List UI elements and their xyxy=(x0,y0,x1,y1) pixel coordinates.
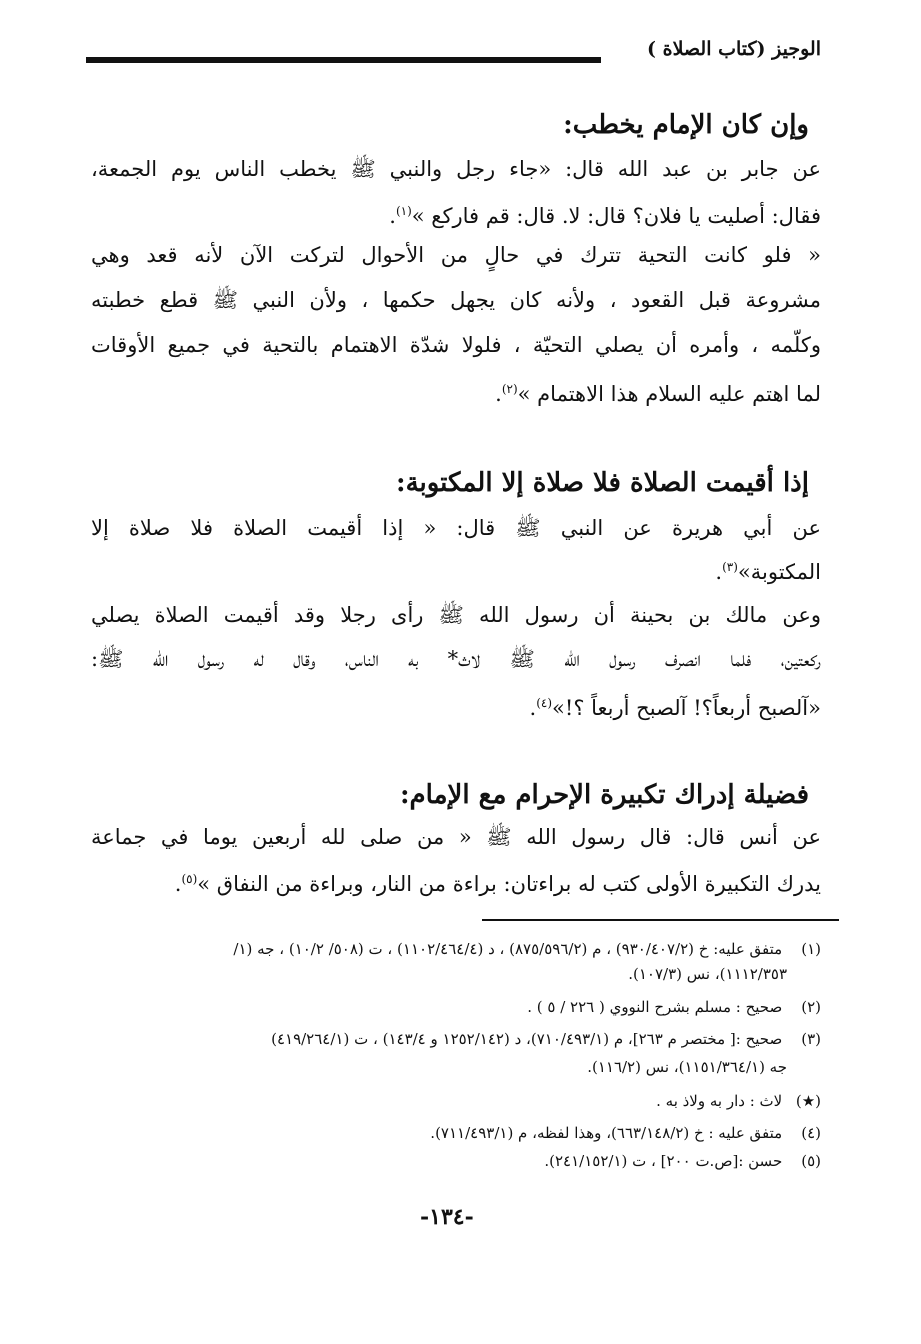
footnote-label: (١) xyxy=(801,940,821,958)
text-line xyxy=(91,374,821,409)
footnote-continuation: ١١١٢/٣٥٣)، نس (١٠٧/٣). xyxy=(628,965,787,983)
text-line xyxy=(91,864,821,899)
full-stop: . xyxy=(174,872,182,896)
text-line-content: يدرك التكبيرة الأولى كتب له براءتان: براءة من النار، وبراءة من النفاق » xyxy=(197,872,821,896)
footnote-label: (٤) xyxy=(801,1124,821,1142)
footnote-label: (٣) xyxy=(801,1030,821,1048)
running-head: الوجيز (كتاب الصلاة ) xyxy=(647,38,821,60)
footnote-label: (٥) xyxy=(801,1152,821,1170)
footnote xyxy=(91,1090,821,1112)
footnote-text: متفق عليه: خ (٩٣٠/٤٠٧/٢) ، م (٨٧٥/٥٩٦/٢) ، د (١١٠٢/٤٦٤/٤) ، ت (٥٠٨/ ١٠/٢) ، جه (١/ xyxy=(233,940,783,958)
footnote-text: لاث : دار به ولاذ به . xyxy=(656,1092,783,1110)
footnote xyxy=(91,938,821,960)
full-stop: . xyxy=(389,204,396,228)
footnote-label: (٢) xyxy=(801,998,821,1016)
text-line xyxy=(91,688,821,723)
footnote-ref: (٥) xyxy=(181,872,198,886)
footnote-text: صحيح :[ مختصر م ٢٦٣]، م (٧١٠/٤٩٣/١)، د (١٢٥٢/١٤٢ و ١٤٣/٤) ، ت (٤١٩/٢٦٤/١) xyxy=(271,1030,783,1048)
text-line: « فلو كانت التحية تترك في حالٍ من الأحوال لتركت الآن لأنه قعد وهي xyxy=(91,243,821,267)
text-line: ركعتين، فلما انصرف رسول الله ﷺ لاث* به الناس، وقال له رسول الله ﷺ: xyxy=(91,647,821,671)
section-heading: فضيلة إدراك تكبيرة الإحرام مع الإمام: xyxy=(399,780,809,810)
section-heading: وإن كان الإمام يخطب: xyxy=(563,110,809,140)
full-stop: . xyxy=(495,382,502,406)
text-line xyxy=(91,552,821,587)
full-stop: . xyxy=(715,560,723,584)
text-line-content: لما اهتم عليه السلام هذا الاهتمام » xyxy=(517,382,821,406)
text-line: وعن مالك بن بحينة أن رسول الله ﷺ رأى رجلا وقد أقيمت الصلاة يصلي xyxy=(91,603,821,627)
text-line-content: فقال: أصليت يا فلان؟ قال: لا. قال: قم فاركع » xyxy=(411,204,821,228)
text-line: وكلّمه ، وأمره أن يصلي التحيّة ، فلولا شدّة الاهتمام بالتحية في جميع الأوقات xyxy=(91,333,821,357)
footnote-continuation: جه (١١٥١/٣٦٤/١)، نس (١١٦/٢). xyxy=(587,1058,787,1076)
footnote xyxy=(91,1122,821,1144)
section-heading: إذا أقيمت الصلاة فلا صلاة إلا المكتوبة: xyxy=(395,468,809,498)
footnote xyxy=(91,1028,821,1050)
footnote xyxy=(91,996,821,1018)
footnote-ref: (٢) xyxy=(501,382,518,396)
footnote-ref: (٤) xyxy=(536,696,553,710)
full-stop: . xyxy=(529,696,537,720)
footnote-label: (★) xyxy=(795,1092,821,1110)
text-line: عن أبي هريرة عن النبي ﷺ قال: « إذا أقيمت الصلاة فلا صلاة إلا xyxy=(91,516,821,540)
text-line: عن أنس قال: قال رسول الله ﷺ « من صلى لله أربعين يوما في جماعة xyxy=(91,825,821,849)
footnote-ref: (٣) xyxy=(722,560,738,574)
footnote-rule xyxy=(482,919,839,921)
header-rule xyxy=(86,57,601,63)
footnote-text: حسن :[ص.ت ٢٠٠] ، ت (٢٤١/١٥٢/١). xyxy=(544,1152,783,1170)
text-line-content: المكتوبة» xyxy=(737,560,821,584)
footnote xyxy=(91,1150,821,1172)
text-line xyxy=(91,196,821,231)
footnote-text: متفق عليه : خ (٦٦٣/١٤٨/٢)، وهذا لفظه، م (٧١١/٤٩٣/١). xyxy=(430,1124,783,1142)
text-line: مشروعة قبل القعود ، ولأنه كان يجهل حكمها ، ولأن النبي ﷺ قطع خطبته xyxy=(91,288,821,312)
text-line-content: «آلصبح أربعاً؟! آلصبح أربعاً ؟!» xyxy=(552,696,821,720)
footnote-ref: (١) xyxy=(395,204,412,218)
page-number: -١٣٤- xyxy=(420,1204,474,1230)
text-line: عن جابر بن عبد الله قال: «جاء رجل والنبي ﷺ يخطب الناس يوم الجمعة، xyxy=(91,157,821,181)
footnote-text: صحيح : مسلم بشرح النووي ( ٢٢٦ / ٥ ) . xyxy=(527,998,783,1016)
